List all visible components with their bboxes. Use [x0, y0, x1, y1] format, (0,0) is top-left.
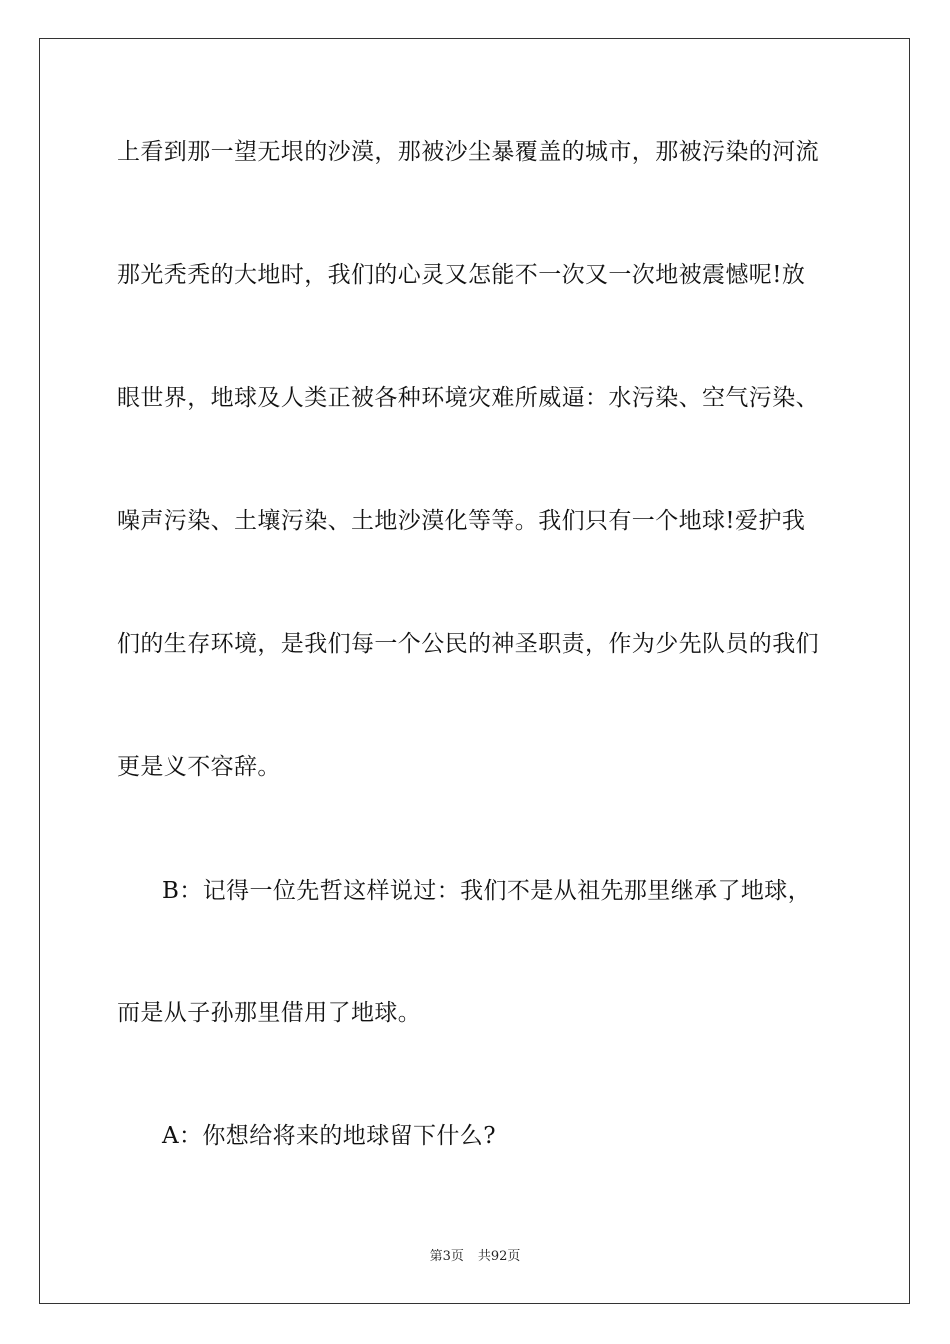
paragraph-line: 们的生存环境，是我们每一个公民的神圣职责，作为少先队员的我们 [117, 631, 819, 657]
paragraph-line: 上看到那一望无垠的沙漠，那被沙尘暴覆盖的城市，那被污染的河流 [117, 139, 819, 165]
dialogue-line-a: A：你想给将来的地球留下什么? [162, 1123, 496, 1149]
paragraph-line: 眼世界，地球及人类正被各种环境灾难所威逼：水污染、空气污染、 [117, 385, 819, 411]
dialogue-line-b: B：记得一位先哲这样说过：我们不是从祖先那里继承了地球， [162, 878, 812, 904]
page-border [39, 38, 910, 1304]
page-number: 第3页 [429, 1249, 464, 1264]
page-total: 共92页 [477, 1249, 521, 1264]
paragraph-line: 而是从子孙那里借用了地球。 [117, 1000, 422, 1026]
paragraph-line: 那光秃秃的大地时，我们的心灵又怎能不一次又一次地被震憾呢!放 [117, 262, 806, 288]
paragraph-line: 噪声污染、土壤污染、土地沙漠化等等。我们只有一个地球!爱护我 [117, 508, 806, 534]
paragraph-line: 更是义不容辞。 [117, 754, 281, 780]
page-footer [0, 1248, 950, 1266]
